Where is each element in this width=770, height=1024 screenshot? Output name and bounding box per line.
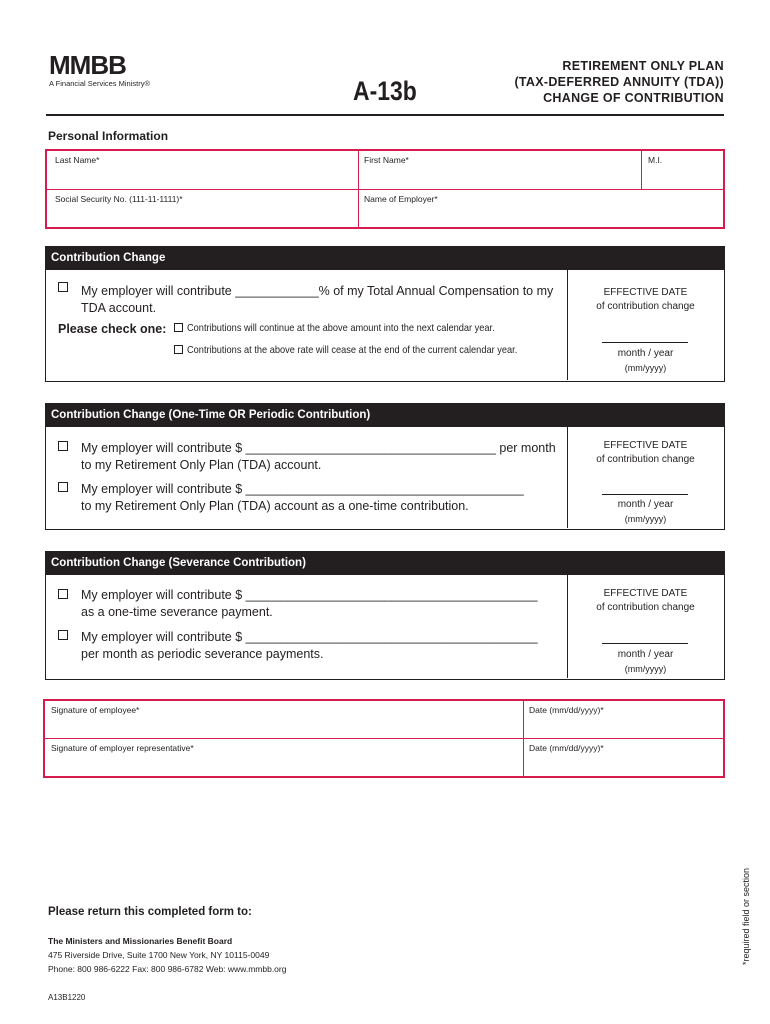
col-divider	[358, 151, 359, 227]
month-year-label: month / year	[617, 348, 674, 359]
periodic-severance-line-1: My employer will contribute $ __________________________________________	[81, 630, 538, 644]
severance-box	[45, 574, 725, 680]
title-line-2: (TAX-DEFERRED ANNUITY (TDA))	[514, 75, 724, 89]
one-time-severance-checkbox[interactable]	[58, 589, 68, 599]
org-name: The Ministers and Missionaries Benefit Board	[48, 936, 233, 946]
periodic-checkbox[interactable]	[58, 441, 68, 451]
return-heading: Please return this completed form to:	[48, 906, 252, 918]
effective-date-line[interactable]	[602, 494, 688, 495]
month-year-label: month / year	[617, 499, 674, 510]
one-time-line-2: to my Retirement Only Plan (TDA) account as a one-time contribution.	[81, 499, 469, 513]
personal-info-heading: Personal Information	[48, 129, 169, 143]
effective-date-3	[568, 587, 723, 676]
mi-field[interactable]: M.I.	[648, 155, 663, 165]
please-check-label: Please check one:	[58, 322, 167, 336]
one-time-checkbox[interactable]	[58, 482, 68, 492]
employer-name-field[interactable]: Name of Employer*	[364, 194, 438, 204]
effective-date-sub: of contribution change	[596, 602, 695, 613]
title-line-3: CHANGE OF CONTRIBUTION	[543, 91, 724, 105]
mmbb-logo: MMBB	[49, 50, 126, 80]
effective-date-1	[568, 286, 723, 375]
effective-date-line[interactable]	[602, 342, 688, 343]
required-note: *required field or section	[741, 867, 751, 965]
org-contact: Phone: 800 986-6222 Fax: 800 986-6782 Web: www.mmbb.org	[48, 964, 287, 974]
col-divider	[523, 701, 524, 776]
effective-date-line[interactable]	[602, 643, 688, 644]
effective-date-title: EFFECTIVE DATE	[603, 440, 688, 451]
effective-date-sub: of contribution change	[596, 454, 695, 465]
effective-date-sub: of contribution change	[596, 301, 695, 312]
logo-tagline: A Financial Services Ministry®	[49, 79, 150, 88]
severance-bar: Contribution Change (Severance Contribution)	[45, 551, 725, 575]
first-name-field[interactable]: First Name*	[364, 155, 409, 165]
periodic-line-1: My employer will contribute $ ____________________________________ per month	[81, 441, 556, 455]
percent-checkbox[interactable]	[58, 282, 68, 292]
header-divider	[46, 114, 724, 116]
form-code: A13B1220	[48, 993, 86, 1002]
month-year-label: month / year	[617, 649, 674, 660]
ssn-field[interactable]: Social Security No. (111-11-1111)*	[55, 194, 183, 204]
continue-checkbox[interactable]	[174, 323, 183, 332]
one-time-severance-line-1: My employer will contribute $ __________________________________________	[81, 588, 538, 602]
signature-box	[43, 699, 725, 778]
periodic-line-2: to my Retirement Only Plan (TDA) account.	[81, 458, 322, 472]
mm-yyyy-label: (mm/yyyy)	[624, 363, 667, 373]
form-id: A-13b	[353, 76, 417, 106]
row-divider	[45, 738, 723, 739]
employee-date-field[interactable]: Date (mm/dd/yyyy)*	[529, 705, 604, 715]
percent-line-1: My employer will contribute ____________% of my Total Annual Compensation to my	[81, 284, 554, 298]
employer-signature-field[interactable]: Signature of employer representative*	[51, 743, 194, 753]
periodic-severance-checkbox[interactable]	[58, 630, 68, 640]
effective-date-2	[568, 439, 723, 526]
org-address: 475 Riverside Drive, Suite 1700 New York, NY 10115-0049	[48, 950, 270, 960]
personal-info-box	[45, 149, 725, 229]
one-time-line-1: My employer will contribute $ ________________________________________	[81, 482, 524, 496]
cease-checkbox[interactable]	[174, 345, 183, 354]
cease-option: Contributions at the above rate will cease at the end of the current calendar year.	[187, 344, 518, 356]
one-time-severance-line-2: as a one-time severance payment.	[81, 605, 273, 619]
employer-date-field[interactable]: Date (mm/dd/yyyy)*	[529, 743, 604, 753]
one-time-periodic-box	[45, 426, 725, 530]
contribution-change-box	[45, 269, 725, 382]
effective-date-title: EFFECTIVE DATE	[603, 588, 688, 599]
mm-yyyy-label: (mm/yyyy)	[624, 514, 667, 524]
one-time-periodic-bar: Contribution Change (One-Time OR Periodic Contribution)	[45, 403, 725, 427]
col-divider-mi	[641, 151, 642, 189]
mm-yyyy-label: (mm/yyyy)	[624, 664, 667, 674]
row-divider	[47, 189, 723, 190]
percent-line-2: TDA account.	[81, 301, 157, 315]
contribution-change-bar: Contribution Change	[45, 246, 725, 270]
effective-date-title: EFFECTIVE DATE	[603, 287, 688, 298]
periodic-severance-line-2: per month as periodic severance payments.	[81, 647, 324, 661]
employee-signature-field[interactable]: Signature of employee*	[51, 705, 140, 715]
last-name-field[interactable]: Last Name*	[55, 155, 100, 165]
title-line-1: RETIREMENT ONLY PLAN	[562, 59, 724, 73]
form-title	[514, 58, 724, 106]
continue-option: Contributions will continue at the above amount into the next calendar year.	[187, 322, 495, 334]
